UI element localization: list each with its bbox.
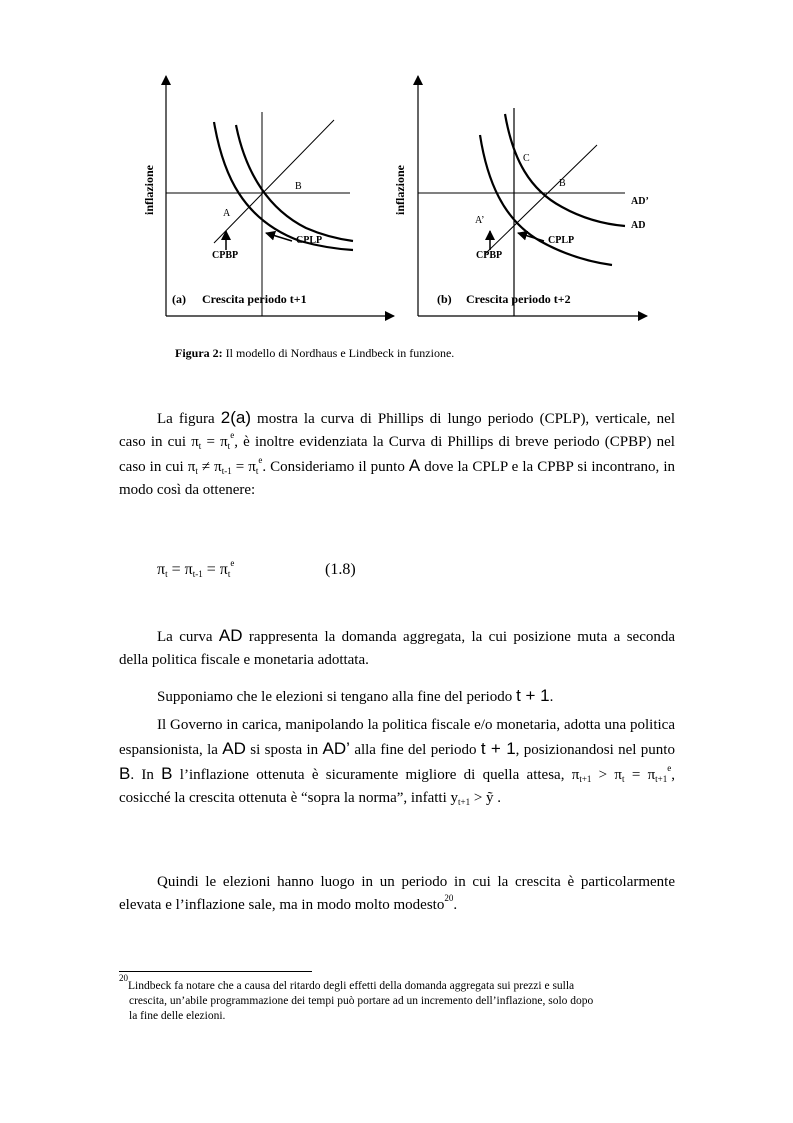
panel-b-label-ad: AD [631,220,646,231]
panel-a-title: Crescita periodo t+1 [202,292,307,306]
p4-growth: $y_{t+1}$ > ỹ . [450,790,502,807]
panel-b-cpbp-curve [480,135,612,265]
paragraph-1 [119,406,675,502]
p1-text-e: dove la CPLP e la CPBP si incontrano, in modo così da ottenere: [119,459,675,498]
panel-b-y-label: inflazione [393,165,407,215]
p1-text-c: , è inoltre evidenziata la Curva di Phillips di breve periodo (CPBP) nel caso in cui [119,434,675,475]
nordhaus-lindbeck-figure [0,0,793,380]
paragraph-4: Il Governo in carica, manipolando la politica fiscale e/o monetaria, adotta una politica espansionista, la AD si sposta in AD’ alla fine del periodo t + 1, posizionandosi nel punto B. In B l’inflazione ottenuta è sicuramente migliore di quella attesa, $\pi_{t+1} > \pi_t = \pi_{t+1}^e$, cosicché la crescita ottenuta è “sopra la norma”, infatti $y_{t+1}$ > ỹ . [119,717,675,807]
equation-1-8: $\pi_t = \pi_{t-1} = \pi_t^e$ [157,558,235,579]
footnote-ref: 20 [444,893,454,903]
panel-b-label-ad-prime: AD’ [631,196,649,207]
p1-text-b: mostra la curva di Phillips di lungo periodo (CPLP), verticale, nel caso in cui [119,411,675,450]
p2-ad: AD [218,626,243,645]
p1-math-2: $\pi_t \ne \pi_{t-1} = \pi_t^e$ [187,455,263,476]
panel-b-title: Crescita periodo t+2 [466,292,571,306]
p1-math-1: $\pi_t = \pi_t^e$ [191,430,235,451]
panel-a [142,76,394,316]
footnote-20: $^{20}$Lindbeck fa notare che a causa del ritardo degli effetti della domanda aggregata sui prezzi e sulla crescita, un’abile programmazione dei tempi può portare ad un incremento dell’inflazione, solo dopo la fine delle elezioni. [119,973,594,1022]
p1-text-d: . Consideriamo il punto [262,459,409,475]
equation-number: (1.8) [325,561,356,578]
panel-b-label-a-prime: A’ [475,215,485,226]
p4-math: $\pi_{t+1} > \pi_t = \pi_{t+1}^e$ [571,763,672,784]
panel-b-label-cplp: CPLP [548,235,575,246]
paragraph-2: La curva AD rappresenta la domanda aggregata, la cui posizione muta a seconda della politica fiscale e monetaria adottata. [119,626,676,668]
panel-a-y-label: inflazione [142,165,156,215]
panel-a-label-b: B [295,181,302,192]
paragraph-3: Supponiamo che le elezioni si tengano alla fine del periodo t + 1. [157,686,554,705]
p1-point-a: A [408,456,421,475]
panel-a-label-cpbp: CPBP [212,250,239,261]
panel-b-label-c: C [523,153,530,164]
p1-text-a: La figura [157,411,221,427]
footnote-rule [119,971,312,972]
panel-b-label-b: B [559,178,566,189]
panel-b-45-degree-line [485,145,597,254]
p3-period: t + 1 [516,686,550,705]
panel-a-cpbp-curve [214,122,353,250]
panel-b [393,76,649,316]
paragraph-5: Quindi le elezioni hanno luogo in un periodo in cui la crescita è particolarmente elevata e l’inflazione sale, ma in modo molto modesto$^{20}$. [119,874,675,913]
caption-text: Il modello di Nordhaus e Lindbeck in funzione. [222,346,455,360]
panel-a-label-cplp: CPLP [296,235,323,246]
panel-a-label-a: A [223,208,231,219]
panel-b-tag: (b) [437,292,452,306]
caption-label: Figura 2: [175,346,223,360]
panel-a-tag: (a) [172,292,186,306]
footnote-number: 20 [119,973,128,983]
panel-b-label-cpbp: CPBP [476,250,503,261]
p1-figure-ref: 2(a) [220,408,251,427]
figure-caption [175,346,454,361]
panel-b-ad-prime-curve [505,114,625,226]
